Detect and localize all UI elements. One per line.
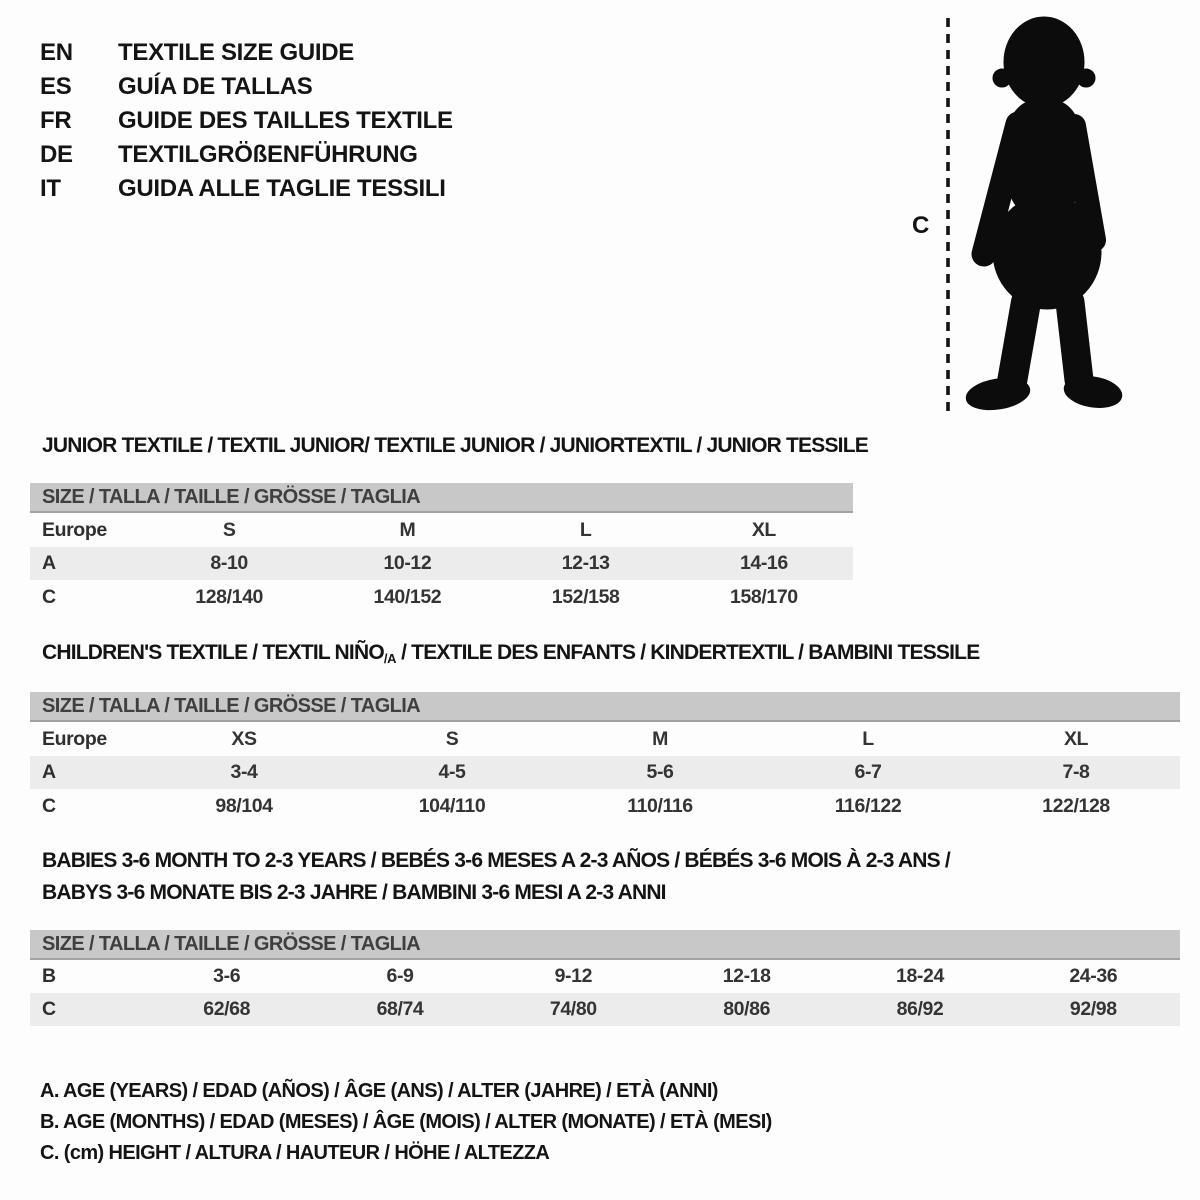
table-row-age-years: [30, 547, 853, 580]
age-cell: 7-8: [1062, 761, 1090, 783]
junior-size-bar: SIZE / TALLA / TAILLE / GRÖSSE / TAGLIA: [30, 483, 853, 513]
height-cell: 104/110: [418, 794, 486, 817]
age-cell: 3-6: [213, 965, 241, 987]
language-row: [40, 36, 453, 70]
age-cell: 18-24: [896, 965, 944, 987]
language-code: EN: [40, 39, 73, 66]
language-title: GUÍA DE TALLAS: [118, 73, 313, 100]
size-cell: XS: [231, 727, 257, 750]
row-label: C: [42, 585, 56, 608]
children-title-post: / TEXTILE DES ENFANTS / KINDERTEXTIL / BAMBINI TESSILE: [396, 641, 980, 664]
language-title: TEXTILGRÖßENFÜHRUNG: [118, 141, 418, 168]
age-cell: 12-18: [722, 965, 771, 987]
row-label: C: [42, 794, 56, 817]
junior-section-title: JUNIOR TEXTILE / TEXTIL JUNIOR/ TEXTILE JUNIOR / JUNIORTEXTIL / JUNIOR TESSILE: [42, 434, 868, 457]
size-cell: L: [862, 727, 874, 750]
height-cell: 122/128: [1042, 794, 1110, 817]
age-cell: 10-12: [383, 552, 432, 574]
table-row-age-years: [30, 756, 1180, 789]
language-title-list: [40, 36, 453, 206]
language-code: FR: [40, 107, 72, 134]
table-row-height-cm: [30, 993, 1180, 1026]
table-row-height-cm: [30, 580, 853, 614]
height-cell: 62/68: [203, 998, 251, 1020]
table-row-age-months: [30, 960, 1180, 993]
size-cell: XL: [751, 518, 776, 541]
babies-section-title-line2: BABYS 3-6 MONATE BIS 2-3 JAHRE / BAMBINI 3-6 MESI A 2-3 ANNI: [42, 881, 666, 904]
row-label: A: [42, 761, 56, 783]
language-row: [40, 138, 453, 172]
age-cell: 14-16: [739, 552, 788, 574]
table-row-height-cm: [30, 789, 1180, 823]
age-cell: 12-13: [561, 552, 610, 574]
row-label: B: [42, 965, 56, 987]
height-cell: 74/80: [549, 998, 597, 1020]
height-cell: 80/86: [723, 998, 771, 1020]
row-label: A: [42, 552, 56, 574]
babies-size-bar: SIZE / TALLA / TAILLE / GRÖSSE / TAGLIA: [30, 930, 1180, 960]
height-cell: 68/74: [376, 998, 424, 1020]
height-cell: 110/116: [627, 794, 693, 817]
age-cell: 24-36: [1069, 965, 1118, 987]
legend: [40, 1076, 772, 1169]
size-cell: XL: [1063, 727, 1089, 750]
language-title: TEXTILE SIZE GUIDE: [118, 39, 354, 66]
row-label: Europe: [42, 518, 107, 541]
toddler-silhouette-image: [962, 14, 1134, 421]
children-size-bar: SIZE / TALLA / TAILLE / GRÖSSE / TAGLIA: [30, 692, 1180, 722]
children-section-title: [42, 641, 979, 666]
height-cell: 116/122: [834, 794, 902, 817]
children-title-sub: /A: [383, 651, 397, 666]
height-cell: 128/140: [195, 585, 263, 608]
age-cell: 3-4: [230, 761, 258, 783]
height-cell: 158/170: [730, 585, 798, 608]
row-label: C: [42, 998, 56, 1020]
language-row: [40, 70, 453, 104]
junior-size-table: [30, 483, 853, 614]
row-label: Europe: [42, 727, 107, 750]
legend-line-c: C. (cm) HEIGHT / ALTURA / HAUTEUR / HÖHE / ALTEZZA: [40, 1142, 550, 1164]
language-row: [40, 172, 453, 206]
height-cell: 86/92: [896, 998, 944, 1020]
language-code: DE: [40, 141, 73, 168]
children-title-pre: CHILDREN'S TEXTILE / TEXTIL NIÑO: [42, 641, 384, 664]
height-cell: 140/152: [373, 585, 442, 608]
babies-section-title-line1: BABIES 3-6 MONTH TO 2-3 YEARS / BEBÉS 3-6 MESES A 2-3 AÑOS / BÉBÉS 3-6 MOIS À 2-3 ANS /: [42, 849, 950, 872]
children-size-table: [30, 692, 1180, 823]
language-title: GUIDA ALLE TAGLIE TESSILI: [118, 175, 446, 202]
legend-line-a: A. AGE (YEARS) / EDAD (AÑOS) / ÂGE (ANS) / ALTER (JAHRE) / ETÀ (ANNI): [40, 1080, 718, 1102]
height-measure-label: C: [912, 212, 930, 239]
age-cell: 4-5: [438, 761, 466, 783]
language-code: IT: [40, 175, 61, 202]
legend-line-b: B. AGE (MONTHS) / EDAD (MESES) / ÂGE (MOIS) / ALTER (MONATE) / ETÀ (MESI): [40, 1111, 772, 1133]
height-cell: 152/158: [551, 585, 620, 608]
language-code: ES: [40, 73, 72, 100]
size-cell: S: [445, 727, 459, 750]
height-cell: 92/98: [1069, 998, 1117, 1020]
age-cell: 6-9: [386, 965, 414, 987]
age-cell: 8-10: [210, 552, 248, 574]
size-cell: S: [222, 518, 236, 541]
height-cell: 98/104: [215, 794, 273, 817]
age-cell: 9-12: [554, 965, 593, 987]
age-cell: 6-7: [854, 761, 882, 783]
language-title: GUIDE DES TAILLES TEXTILE: [118, 107, 453, 134]
age-cell: 5-6: [646, 761, 674, 783]
language-row: [40, 104, 453, 138]
table-row-europe: [30, 722, 1180, 756]
size-cell: M: [652, 727, 668, 750]
table-row-europe: [30, 513, 853, 547]
size-cell: M: [399, 518, 416, 541]
babies-size-table: [30, 930, 1180, 1026]
dashed-height-line: [944, 16, 952, 425]
size-cell: L: [579, 518, 592, 541]
